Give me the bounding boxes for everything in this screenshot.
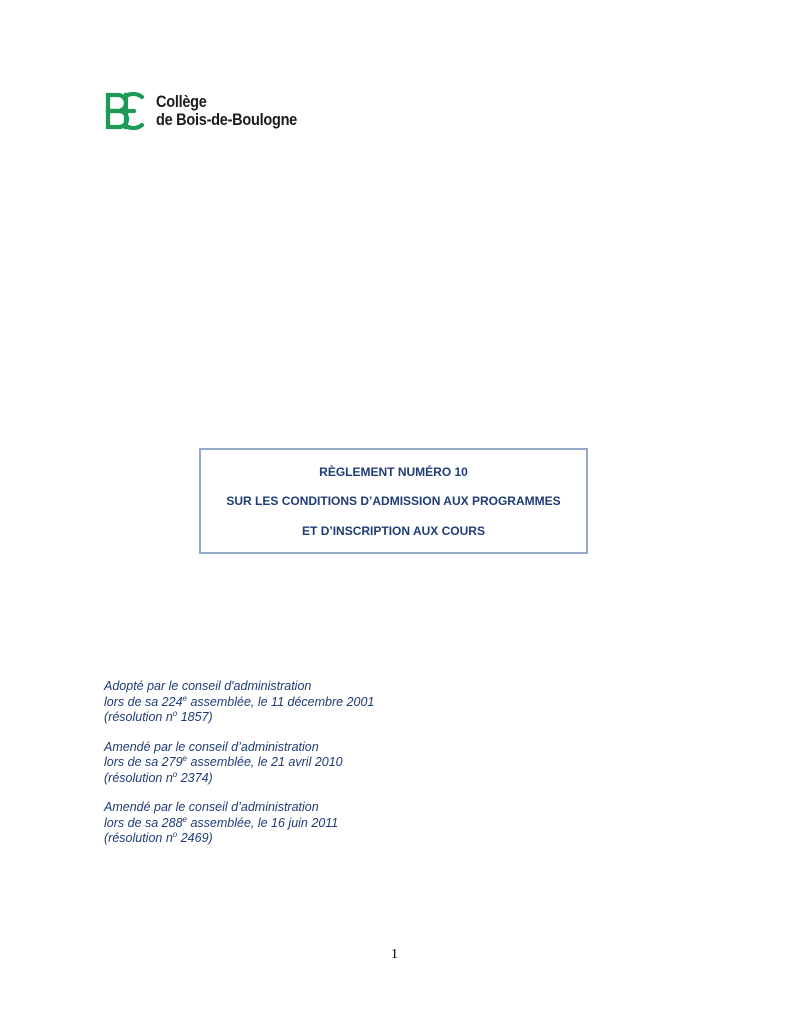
- college-logo: [104, 91, 316, 131]
- regulation-title-line-3: ET D’INSCRIPTION AUX COURS: [302, 524, 485, 538]
- history-entry-amended-2010: [104, 740, 374, 787]
- college-name-line-1: Collège: [156, 93, 207, 111]
- history-entry-amended-2011: [104, 800, 374, 847]
- regulation-title-box: [199, 448, 588, 554]
- history-entry-adopted: [104, 679, 374, 726]
- history-entry-line: Amendé par le conseil d’administration: [104, 800, 319, 814]
- history-entry-line: lors de sa 288e assemblée, le 16 juin 2011: [104, 814, 339, 830]
- regulation-title-line-2: SUR LES CONDITIONS D’ADMISSION AUX PROGRAMMES: [226, 494, 561, 508]
- history-entry-line: (résolution $n^o$ 2469): [104, 829, 213, 845]
- history-entry-line: Adopté par le conseil d'administration: [104, 679, 312, 693]
- history-entry-line: Amendé par le conseil d’administration: [104, 739, 319, 754]
- adoption-history: [104, 679, 374, 861]
- college-logo-mark-icon: [104, 91, 148, 131]
- regulation-title-line-1: RÈGLEMENT NUMÉRO 10: [319, 465, 468, 479]
- history-entry-line: (résolution $n^o$ 2374): [104, 769, 213, 785]
- page-number: 1: [391, 947, 398, 962]
- history-entry-line: lors de sa 279e assemblée, le 21 avril 2010: [104, 753, 343, 769]
- history-entry-line: (résolution $n^o$ 1857): [104, 708, 213, 724]
- college-name: [156, 93, 297, 129]
- history-entry-line: lors de sa 224e assemblée, le 11 décembre 2001: [104, 693, 375, 709]
- college-name-line-2: de Bois-de-Boulogne: [156, 111, 297, 129]
